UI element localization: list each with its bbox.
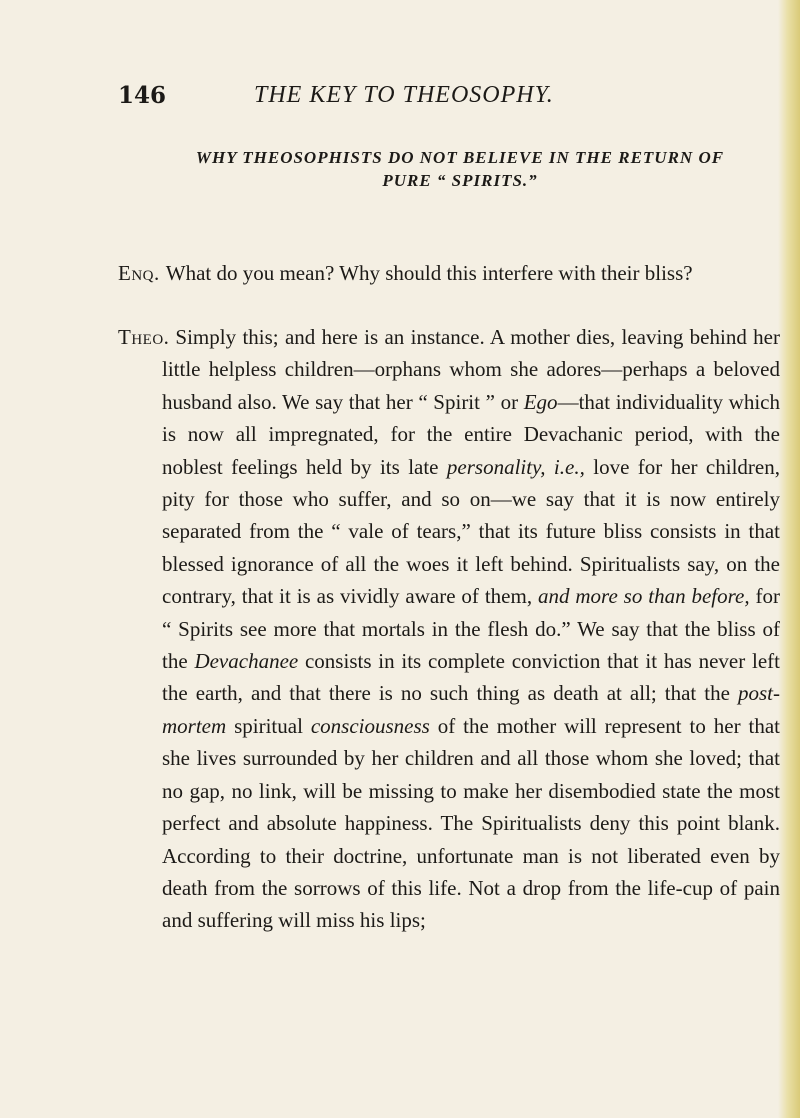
theo-text-6: spiritual bbox=[226, 713, 311, 738]
theo-italic-consciousness: consciousness bbox=[310, 713, 430, 738]
section-heading bbox=[130, 147, 790, 193]
theo-italic-devachanee: Devachanee bbox=[194, 649, 299, 674]
theosophist-paragraph bbox=[118, 321, 780, 937]
page-number: 146 bbox=[118, 82, 167, 109]
speaker-enquirer: Enq. bbox=[118, 261, 160, 285]
theo-text-4: for “ Spirits see more that mortals in the flesh do.” We say that the bliss of the bbox=[162, 584, 780, 674]
theo-italic-personality: personality, i.e., bbox=[446, 454, 585, 479]
theo-text-5: consists in its complete conviction that it has never left the earth, and that there is no such thing as death at all; that the bbox=[162, 649, 780, 706]
theo-italic-post-mortem: post-mortem bbox=[162, 681, 780, 738]
section-heading-line-1: WHY THEOSOPHISTS DO NOT BELIEVE IN THE RETURN OF bbox=[195, 148, 725, 167]
page-header bbox=[0, 82, 800, 112]
enquirer-paragraph bbox=[118, 257, 780, 289]
theo-text-2: —that individuality which is now all impregnated, for the entire Devachanic period, with the noblest feelings held by its late bbox=[162, 389, 780, 479]
theo-italic-more-so: and more so than before, bbox=[537, 584, 750, 609]
theo-text-3: love for her children, pity for those who suffer, and so on—we say that it is now entirely separated from the “ vale of tears,” that its future bliss consists in that blessed ignorance of all the woes it left behind. Spiritualists say, on the contrary, that it is as vividly aware of them, bbox=[162, 454, 780, 609]
running-head: THE KEY TO THEOSOPHY. bbox=[254, 82, 554, 108]
theo-italic-ego: Ego bbox=[523, 389, 558, 414]
section-heading-line-2: PURE “ SPIRITS.” bbox=[382, 171, 538, 190]
speaker-theosophist: Theo. bbox=[118, 325, 170, 349]
enquirer-text: What do you mean? Why should this interfere with their bliss? bbox=[165, 261, 693, 285]
theo-text-1: Simply this; and here is an instance. A mother dies, leaving behind her little helpless children—orphans whom she adores—perhaps a beloved husband also. We say that her “ Spirit ” or bbox=[162, 325, 780, 414]
theo-text-7: of the mother will represent to her that she lives surrounded by her children and all those whom she loved; that no gap, no link, will be missing to make her disembodied state the most perfect and absolute happiness. The Spiritualists deny this point blank. According to their doctrine, unfortunate man is not liberated even by death from the sorrows of this life. Not a drop from the life-cup of pain and suffering will miss his lips; bbox=[162, 713, 780, 933]
